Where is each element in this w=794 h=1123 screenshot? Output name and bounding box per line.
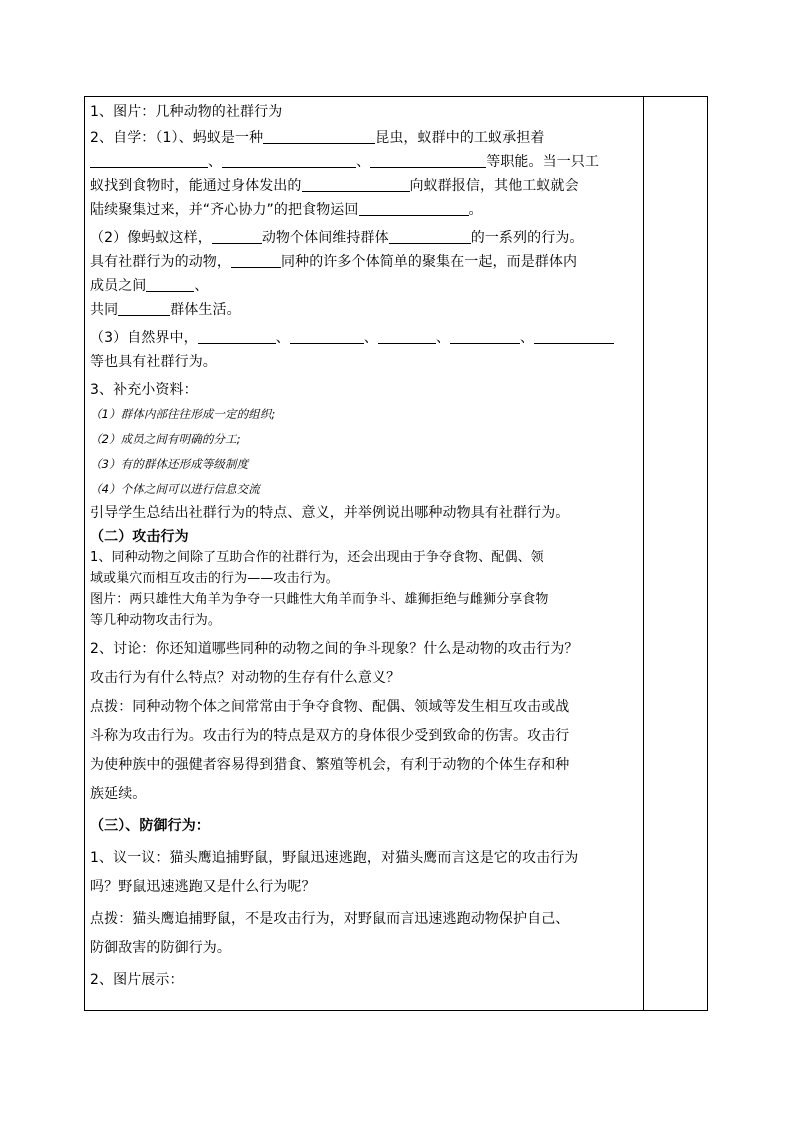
text-line bbox=[90, 639, 640, 659]
text: 斗称为攻击行为。攻击行为的特点是双方的身体很少受到致命的伤害。攻击行 bbox=[90, 728, 570, 744]
text: 2、图片展示： bbox=[90, 972, 184, 988]
text-line bbox=[90, 848, 640, 868]
text: 引导学生总结出社群行为的特点、意义，并举例说出哪种动物具有社群行为。 bbox=[90, 505, 570, 521]
text: （4）个体之间可以进行信息交流 bbox=[90, 482, 260, 496]
text: 1、同种动物之间除了互助合作的社群行为，还会出现由于争夺食物、配偶、领 bbox=[90, 550, 544, 565]
text: 1、图片：几种动物的社群行为 bbox=[90, 104, 283, 120]
text: （3）有的群体还形成等级制度 bbox=[90, 457, 249, 471]
text: （1）群体内部往往形成一定的组织; bbox=[90, 407, 276, 421]
note-line bbox=[90, 481, 640, 497]
text-line bbox=[90, 128, 640, 148]
text-line bbox=[90, 276, 640, 296]
text: 等职能。当一只工 bbox=[486, 154, 600, 170]
text: 、 bbox=[435, 330, 451, 346]
text: （二）攻击行为 bbox=[90, 529, 189, 545]
text-line bbox=[90, 938, 640, 958]
text: （2）像蚂蚁这样， bbox=[90, 230, 212, 246]
fill-blank[interactable] bbox=[450, 329, 520, 344]
text: 陆续聚集过来，并“齐心协力”的把食物运回 bbox=[90, 202, 359, 218]
text-line bbox=[90, 590, 640, 610]
text: 、 bbox=[363, 330, 378, 346]
fill-blank[interactable] bbox=[231, 253, 281, 268]
fill-blank[interactable] bbox=[389, 229, 471, 244]
fill-blank[interactable] bbox=[222, 153, 356, 168]
text: 。 bbox=[468, 202, 483, 218]
fill-blank[interactable] bbox=[359, 201, 469, 216]
text-line bbox=[90, 909, 640, 929]
lesson-content bbox=[90, 102, 640, 990]
text: 、 bbox=[194, 278, 209, 294]
text: 点拨：猫头鹰追捕野鼠，不是攻击行为，对野鼠而言迅速逃跑动物保护自己、 bbox=[90, 911, 570, 927]
text: 2、自学：（1）、蚂蚁是一种 bbox=[90, 130, 264, 146]
text-line bbox=[90, 970, 640, 990]
text: 等也具有社群行为。 bbox=[90, 354, 217, 370]
fill-blank[interactable] bbox=[534, 329, 614, 344]
text-line bbox=[90, 668, 640, 688]
text-line bbox=[90, 503, 640, 523]
text-line bbox=[90, 569, 640, 589]
note-line bbox=[90, 406, 640, 422]
fill-blank[interactable] bbox=[146, 277, 194, 292]
text: 图片：两只雄性大角羊为争夺一只雌性大角羊而争斗、雄狮拒绝与雌狮分享食物 bbox=[90, 592, 549, 607]
text: 3、补充小资料： bbox=[90, 382, 198, 398]
text-line bbox=[90, 726, 640, 746]
fill-blank[interactable] bbox=[370, 153, 486, 168]
text-line bbox=[90, 200, 640, 220]
text: 共同 bbox=[90, 302, 119, 318]
text: 群体生活。 bbox=[170, 302, 241, 318]
text: 、 bbox=[275, 330, 290, 346]
text: 1、议一议：猫头鹰追捕野鼠，野鼠迅速逃跑，对猫头鹰而言这是它的攻击行为 bbox=[90, 850, 579, 866]
text: 成员之间 bbox=[90, 278, 147, 294]
text: 2、讨论：你还知道哪些同种的动物之间的争斗现象？什么是动物的攻击行为？ bbox=[90, 641, 579, 657]
text: 具有社群行为的动物， bbox=[90, 254, 231, 270]
text-line bbox=[90, 328, 640, 348]
text: （三）、防御行为： bbox=[90, 818, 210, 834]
text-line bbox=[90, 300, 640, 320]
fill-blank[interactable] bbox=[378, 329, 436, 344]
text-line bbox=[90, 252, 640, 272]
text-line bbox=[90, 755, 640, 775]
fill-blank[interactable] bbox=[90, 153, 208, 168]
text: 同种的许多个体简单的聚集在一起，而是群体内 bbox=[281, 254, 578, 270]
text-line bbox=[90, 176, 640, 196]
text: 防御敌害的防御行为。 bbox=[90, 940, 231, 956]
text: 的一系列的行为。 bbox=[470, 230, 584, 246]
text: 攻击行为有什么特点？对动物的生存有什么意义？ bbox=[90, 670, 401, 686]
text: （3）自然界中， bbox=[90, 330, 198, 346]
text: 吗？野鼠迅速逃跑又是什么行为呢？ bbox=[90, 879, 316, 895]
section-heading bbox=[90, 816, 640, 836]
text: 点拨：同种动物个体之间常常由于争夺食物、配偶、领域等发生相互攻击或战 bbox=[90, 699, 570, 715]
note-line bbox=[90, 456, 640, 472]
text-line bbox=[90, 352, 640, 372]
text: 、 bbox=[520, 330, 535, 346]
fill-blank[interactable] bbox=[302, 177, 410, 192]
text-line bbox=[90, 548, 640, 568]
text: （2）成员之间有明确的分工; bbox=[90, 432, 241, 446]
fill-blank[interactable] bbox=[290, 329, 364, 344]
text: 、 bbox=[208, 154, 223, 170]
column-divider bbox=[643, 96, 644, 1011]
text-line bbox=[90, 611, 640, 631]
text: 蚁找到食物时，能通过身体发出的 bbox=[90, 178, 302, 194]
text: 昆虫，蚁群中的工蚁承担着 bbox=[375, 130, 545, 146]
text-line bbox=[90, 877, 640, 897]
text-line bbox=[90, 102, 640, 122]
text-line bbox=[90, 697, 640, 717]
fill-blank[interactable] bbox=[198, 329, 276, 344]
text: 域或巢穴而相互攻击的行为——攻击行为。 bbox=[90, 571, 339, 586]
fill-blank[interactable] bbox=[118, 301, 170, 316]
text: 为使种族中的强健者容易得到猎食、繁殖等机会，有利于动物的个体生存和种 bbox=[90, 757, 570, 773]
text: 动物个体间维持群体 bbox=[261, 230, 389, 246]
text: 向蚁群报信，其他工蚁就会 bbox=[409, 178, 579, 194]
fill-blank[interactable] bbox=[212, 229, 262, 244]
note-line bbox=[90, 431, 640, 447]
text: 、 bbox=[356, 154, 371, 170]
text-line bbox=[90, 152, 640, 172]
fill-blank[interactable] bbox=[263, 129, 375, 144]
text-line bbox=[90, 380, 640, 400]
section-heading bbox=[90, 527, 640, 547]
text: 族延续。 bbox=[90, 786, 147, 802]
text-line bbox=[90, 784, 640, 804]
text: 等几种动物攻击行为。 bbox=[90, 613, 222, 628]
text-line bbox=[90, 228, 640, 248]
